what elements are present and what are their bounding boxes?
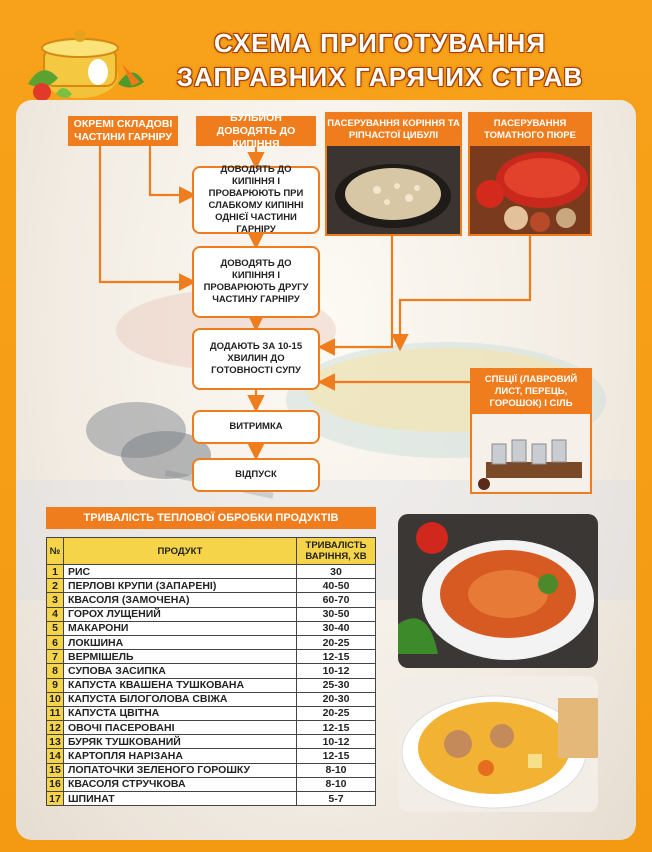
saute-tomato-label: ПАСЕРУВАННЯ ТОМАТНОГО ПЮРЕ — [484, 118, 576, 141]
saute-roots-card — [325, 112, 462, 236]
table-row — [47, 792, 376, 806]
row-product: РИС — [64, 565, 297, 579]
row-product: КАПУСТА ЦВІТНА — [64, 706, 297, 720]
row-product: МАКАРОНИ — [64, 621, 297, 635]
table-row — [47, 607, 376, 621]
row-product: БУРЯК ТУШКОВАНИЙ — [64, 735, 297, 749]
table-row — [47, 749, 376, 763]
row-number: 6 — [47, 635, 64, 649]
row-product: КАРТОПЛЯ НАРІЗАНА — [64, 749, 297, 763]
meatball-soup-photo — [398, 676, 598, 812]
row-time: 20-25 — [297, 706, 376, 720]
row-product: ШПИНАТ — [64, 792, 297, 806]
row-time: 30-40 — [297, 621, 376, 635]
row-number: 4 — [47, 607, 64, 621]
saute-tomato-card — [468, 112, 592, 236]
col-num-header: № — [47, 538, 64, 565]
row-product: ГОРОХ ЛУЩЕНИЙ — [64, 607, 297, 621]
row-product: ПЕРЛОВІ КРУПИ (ЗАПАРЕНІ) — [64, 579, 297, 593]
row-time: 30-50 — [297, 607, 376, 621]
row-number: 8 — [47, 664, 64, 678]
row-time: 12-15 — [297, 749, 376, 763]
row-number: 11 — [47, 706, 64, 720]
row-number: 16 — [47, 777, 64, 791]
row-time: 40-50 — [297, 579, 376, 593]
row-number: 7 — [47, 650, 64, 664]
separate-garnish-box: ОКРЕМІ СКЛАДОВІ ЧАСТИНИ ГАРНІРУ — [68, 116, 178, 146]
row-number: 5 — [47, 621, 64, 635]
table-row — [47, 565, 376, 579]
row-product: ВЕРМІШЕЛЬ — [64, 650, 297, 664]
step1-box: ДОВОДЯТЬ ДО КИПІННЯ І ПРОВАРЮЮТЬ ПРИ СЛАБКОМУ КИПІННІ ОДНІЄЇ ЧАСТИНИ ГАРНІРУ — [192, 166, 320, 234]
step4-box: ВИТРИМКА — [192, 410, 320, 444]
row-time: 25-30 — [297, 678, 376, 692]
row-number: 2 — [47, 579, 64, 593]
row-product: СУПОВА ЗАСИПКА — [64, 664, 297, 678]
page-title-line2: ЗАПРАВНИХ ГАРЯЧИХ СТРАВ — [176, 62, 584, 92]
step3-box: ДОДАЮТЬ ЗА 10-15 ХВИЛИН ДО ГОТОВНОСТІ СУПУ — [192, 328, 320, 390]
tomato-soup-photo — [398, 514, 598, 668]
page-title-line1: СХЕМА ПРИГОТУВАННЯ — [213, 28, 547, 58]
row-time: 8-10 — [297, 777, 376, 791]
table-title: ТРИВАЛІСТЬ ТЕПЛОВОЇ ОБРОБКИ ПРОДУКТІВ — [46, 507, 376, 529]
row-number: 10 — [47, 692, 64, 706]
step2-box: ДОВОДЯТЬ ДО КИПІННЯ І ПРОВАРЮЮТЬ ДРУГУ ЧАСТИНУ ГАРНІРУ — [192, 246, 320, 318]
row-number: 12 — [47, 721, 64, 735]
table-row — [47, 593, 376, 607]
row-number: 1 — [47, 565, 64, 579]
spices-label: СПЕЦІЇ (ЛАВРОВИЙ ЛИСТ, ПЕРЕЦЬ, ГОРОШОК) І СІЛЬ — [484, 374, 578, 409]
tomato-puree-image — [470, 146, 590, 234]
row-time: 20-25 — [297, 635, 376, 649]
sauteed-onion-image — [327, 146, 460, 234]
table-row — [47, 692, 376, 706]
table-row — [47, 777, 376, 791]
row-product: КВАСОЛЯ СТРУЧКОВА — [64, 777, 297, 791]
table-row — [47, 635, 376, 649]
table-row — [47, 678, 376, 692]
row-number: 13 — [47, 735, 64, 749]
table-row — [47, 721, 376, 735]
row-time: 12-15 — [297, 650, 376, 664]
table-header-row — [47, 538, 376, 565]
table-row — [47, 664, 376, 678]
row-time: 20-30 — [297, 692, 376, 706]
step5-box: ВІДПУСК — [192, 458, 320, 492]
row-time: 10-12 — [297, 735, 376, 749]
col-time-header: ТРИВАЛІСТЬ ВАРІННЯ, ХВ — [297, 538, 376, 565]
row-time: 10-12 — [297, 664, 376, 678]
table-row — [47, 621, 376, 635]
row-number: 3 — [47, 593, 64, 607]
spices-image — [472, 414, 590, 492]
table-row — [47, 735, 376, 749]
col-product-header: ПРОДУКТ — [64, 538, 297, 565]
row-time: 12-15 — [297, 721, 376, 735]
row-product: КАПУСТА КВАШЕНА ТУШКОВАНА — [64, 678, 297, 692]
saute-roots-label: ПАСЕРУВАННЯ КОРІННЯ ТА РІПЧАСТОЇ ЦИБУЛІ — [327, 118, 460, 141]
row-number: 14 — [47, 749, 64, 763]
cooking-time-table — [46, 537, 376, 806]
table-row — [47, 763, 376, 777]
row-product: ЛОКШИНА — [64, 635, 297, 649]
row-product: КВАСОЛЯ (ЗАМОЧЕНА) — [64, 593, 297, 607]
row-number: 17 — [47, 792, 64, 806]
boil-broth-box: БУЛЬЙОН ДОВОДЯТЬ ДО КИПІННЯ — [196, 116, 316, 146]
tomato-soup-image — [398, 514, 598, 668]
spices-card — [470, 368, 592, 494]
row-number: 15 — [47, 763, 64, 777]
row-product: ЛОПАТОЧКИ ЗЕЛЕНОГО ГОРОШКУ — [64, 763, 297, 777]
row-time: 5-7 — [297, 792, 376, 806]
table-row — [47, 579, 376, 593]
table-row — [47, 706, 376, 720]
meatball-soup-image — [398, 676, 598, 812]
row-time: 60-70 — [297, 593, 376, 607]
table-row — [47, 650, 376, 664]
row-product: КАПУСТА БІЛОГОЛОВА СВІЖА — [64, 692, 297, 706]
row-product: ОВОЧІ ПАСЕРОВАНІ — [64, 721, 297, 735]
row-time: 30 — [297, 565, 376, 579]
row-number: 9 — [47, 678, 64, 692]
row-time: 8-10 — [297, 763, 376, 777]
